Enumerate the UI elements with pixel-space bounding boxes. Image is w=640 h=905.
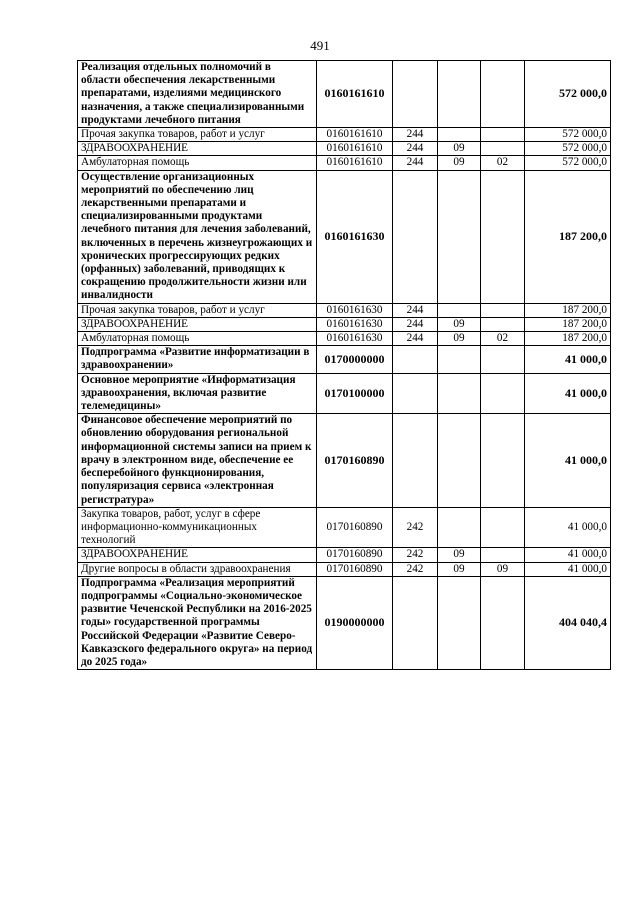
row-name-cell: Основное мероприятие «Информатизация здравоохранения, включая развитие телемедицины»	[78, 373, 317, 414]
row-vr-cell: 244	[393, 128, 438, 142]
row-name-cell: Амбулаторная помощь	[78, 332, 317, 346]
row-pr-cell: 02	[481, 332, 525, 346]
row-name-cell: Закупка товаров, работ, услуг в сфере информационно-коммуникационных технологий	[78, 507, 317, 548]
row-vr-cell	[393, 414, 438, 507]
row-pr-cell	[481, 303, 525, 317]
row-csr-cell: 0160161610	[317, 156, 393, 170]
row-sum-cell: 572 000,0	[525, 156, 611, 170]
row-pr-cell	[481, 61, 525, 128]
row-csr-cell: 0170100000	[317, 373, 393, 414]
row-sum-cell: 404 040,4	[525, 576, 611, 669]
table-row	[78, 576, 611, 669]
row-pr-cell	[481, 414, 525, 507]
row-pr-cell: 02	[481, 156, 525, 170]
row-name-cell: Прочая закупка товаров, работ и услуг	[78, 303, 317, 317]
row-csr-cell: 0170160890	[317, 548, 393, 562]
row-sum-cell: 41 000,0	[525, 562, 611, 576]
table-row	[78, 156, 611, 170]
table-row	[78, 303, 611, 317]
table-row	[78, 548, 611, 562]
row-rz-cell: 09	[438, 156, 481, 170]
row-pr-cell	[481, 373, 525, 414]
row-rz-cell	[438, 61, 481, 128]
row-sum-cell: 41 000,0	[525, 507, 611, 548]
budget-table-body	[78, 61, 611, 670]
row-name-cell: Финансовое обеспечение мероприятий по обновлению оборудования региональной информационной системы записи на прием к врачу в электронном виде, обеспечение ее бесперебойного функционирования, популяризация сервиса «электронная регистратура»	[78, 414, 317, 507]
row-pr-cell	[481, 142, 525, 156]
row-pr-cell	[481, 317, 525, 331]
row-name-cell: Другие вопросы в области здравоохранения	[78, 562, 317, 576]
row-pr-cell	[481, 170, 525, 303]
row-csr-cell: 0160161610	[317, 142, 393, 156]
table-row	[78, 332, 611, 346]
row-sum-cell: 41 000,0	[525, 373, 611, 414]
table-row	[78, 562, 611, 576]
row-pr-cell	[481, 576, 525, 669]
table-row	[78, 128, 611, 142]
row-pr-cell	[481, 128, 525, 142]
row-csr-cell: 0160161610	[317, 128, 393, 142]
row-rz-cell	[438, 170, 481, 303]
row-csr-cell: 0170160890	[317, 507, 393, 548]
table-row	[78, 142, 611, 156]
row-rz-cell: 09	[438, 317, 481, 331]
budget-table	[77, 60, 611, 670]
row-vr-cell	[393, 170, 438, 303]
row-vr-cell: 242	[393, 507, 438, 548]
row-rz-cell: 09	[438, 548, 481, 562]
row-csr-cell: 0160161630	[317, 332, 393, 346]
table-row	[78, 346, 611, 373]
row-csr-cell: 0160161610	[317, 61, 393, 128]
row-rz-cell	[438, 128, 481, 142]
row-sum-cell: 187 200,0	[525, 317, 611, 331]
row-rz-cell	[438, 507, 481, 548]
row-vr-cell	[393, 346, 438, 373]
row-vr-cell: 242	[393, 562, 438, 576]
row-rz-cell	[438, 373, 481, 414]
row-name-cell: ЗДРАВООХРАНЕНИЕ	[78, 142, 317, 156]
row-rz-cell	[438, 346, 481, 373]
row-name-cell: Подпрограмма «Реализация мероприятий подпрограммы «Социально-экономическое развитие Чеченской Республики на 2016-2025 годы» государственной программы Российской Федерации «Развитие Северо-Кавказского федерального округа» на период до 2025 года»	[78, 576, 317, 669]
row-rz-cell: 09	[438, 332, 481, 346]
row-rz-cell	[438, 303, 481, 317]
row-name-cell: Амбулаторная помощь	[78, 156, 317, 170]
row-vr-cell: 244	[393, 156, 438, 170]
row-name-cell: Осуществление организационных мероприятий по обеспечению лиц лекарственными препаратами и специализированными продуктами лечебного питания для лечения заболеваний, включенных в перечень жизнеугрожающих и хронических прогрессирующих редких (орфанных) заболеваний, приводящих к сокращению продолжительности жизни или инвалидности	[78, 170, 317, 303]
row-vr-cell	[393, 373, 438, 414]
row-pr-cell	[481, 548, 525, 562]
row-sum-cell: 187 200,0	[525, 170, 611, 303]
page-number: 491	[310, 38, 330, 53]
row-sum-cell: 572 000,0	[525, 61, 611, 128]
row-sum-cell: 572 000,0	[525, 128, 611, 142]
row-csr-cell: 0160161630	[317, 170, 393, 303]
row-vr-cell: 244	[393, 317, 438, 331]
row-vr-cell: 244	[393, 332, 438, 346]
row-vr-cell	[393, 61, 438, 128]
row-vr-cell: 242	[393, 548, 438, 562]
row-csr-cell: 0170160890	[317, 562, 393, 576]
row-sum-cell: 572 000,0	[525, 142, 611, 156]
row-name-cell: Реализация отдельных полномочий в области обеспечения лекарственными препаратами, изделиями медицинского назначения, а также специализированными продуктами лечебного питания	[78, 61, 317, 128]
row-rz-cell: 09	[438, 142, 481, 156]
table-row	[78, 61, 611, 128]
row-pr-cell	[481, 346, 525, 373]
row-vr-cell: 244	[393, 303, 438, 317]
row-sum-cell: 41 000,0	[525, 346, 611, 373]
row-vr-cell	[393, 576, 438, 669]
row-csr-cell: 0170160890	[317, 414, 393, 507]
row-pr-cell	[481, 507, 525, 548]
row-rz-cell	[438, 576, 481, 669]
row-csr-cell: 0170000000	[317, 346, 393, 373]
table-row	[78, 170, 611, 303]
row-pr-cell: 09	[481, 562, 525, 576]
row-rz-cell: 09	[438, 562, 481, 576]
row-sum-cell: 187 200,0	[525, 303, 611, 317]
row-sum-cell: 41 000,0	[525, 414, 611, 507]
row-name-cell: ЗДРАВООХРАНЕНИЕ	[78, 317, 317, 331]
table-row	[78, 373, 611, 414]
row-vr-cell: 244	[393, 142, 438, 156]
row-name-cell: Подпрограмма «Развитие информатизации в здравоохранении»	[78, 346, 317, 373]
row-csr-cell: 0160161630	[317, 303, 393, 317]
row-sum-cell: 187 200,0	[525, 332, 611, 346]
row-csr-cell: 0160161630	[317, 317, 393, 331]
row-name-cell: ЗДРАВООХРАНЕНИЕ	[78, 548, 317, 562]
row-rz-cell	[438, 414, 481, 507]
table-row	[78, 414, 611, 507]
table-row	[78, 317, 611, 331]
row-name-cell: Прочая закупка товаров, работ и услуг	[78, 128, 317, 142]
row-sum-cell: 41 000,0	[525, 548, 611, 562]
table-row	[78, 507, 611, 548]
row-csr-cell: 0190000000	[317, 576, 393, 669]
